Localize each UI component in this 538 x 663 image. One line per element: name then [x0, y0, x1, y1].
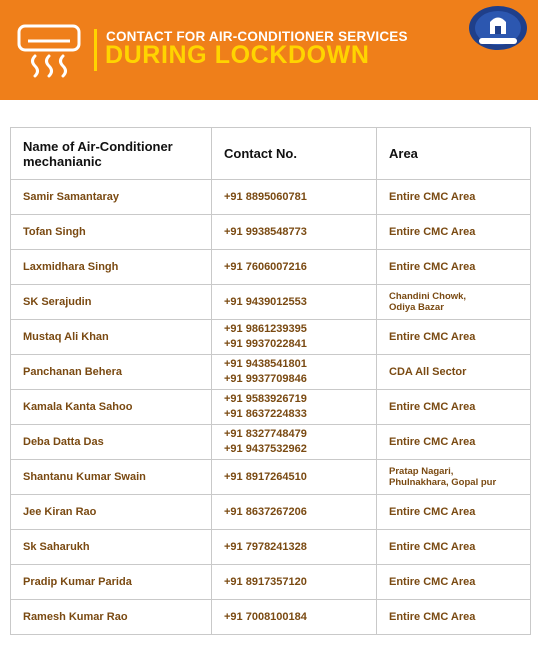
contact-number-cell: [212, 215, 377, 250]
area-cell: [377, 425, 531, 460]
area-cell: [377, 460, 531, 495]
contact-number-cell: [212, 565, 377, 600]
mechanic-name: Mustaq Ali Khan: [11, 320, 212, 355]
contact-number-cell: [212, 425, 377, 460]
contact-number[interactable]: +91 7606007216: [224, 260, 307, 273]
area-cell: [377, 530, 531, 565]
table-row: [11, 495, 531, 530]
header-subtitle: CONTACT FOR AIR-CONDITIONER SERVICES: [106, 29, 408, 44]
table-row: [11, 180, 531, 215]
contact-number-cell: [212, 320, 377, 355]
area-cell: [377, 180, 531, 215]
mechanic-name: Pradip Kumar Parida: [11, 565, 212, 600]
area-text: Entire CMC Area: [389, 330, 476, 343]
area-cell: [377, 600, 531, 635]
mechanic-name: Panchanan Behera: [11, 355, 212, 390]
contact-number-cell: [212, 285, 377, 320]
table-row: [11, 355, 531, 390]
contact-number[interactable]: +91 9438541801: [224, 358, 307, 370]
contact-number-cell: [212, 460, 377, 495]
area-text: Entire CMC Area: [389, 400, 476, 413]
mechanic-name: Kamala Kanta Sahoo: [11, 390, 212, 425]
area-text: Entire CMC Area: [389, 505, 476, 518]
header-name: Name of Air-Conditioner mechanianic: [11, 128, 212, 180]
area-text: Entire CMC Area: [389, 435, 476, 448]
area-text: Chandini Chowk,: [389, 291, 467, 302]
contact-number[interactable]: +91 8327748479: [224, 428, 307, 440]
table-row: [11, 215, 531, 250]
area-cell: [377, 495, 531, 530]
contact-number[interactable]: +91 9437532962: [224, 443, 307, 455]
table-header-row: [11, 128, 531, 180]
table-row: [11, 460, 531, 495]
area-cell: [377, 565, 531, 600]
contact-number[interactable]: +91 9937022841: [224, 338, 307, 350]
contact-number-cell: [212, 180, 377, 215]
contact-number-cell: [212, 250, 377, 285]
contact-number[interactable]: +91 9439012553: [224, 295, 307, 308]
contact-number[interactable]: +91 8895060781: [224, 190, 307, 203]
air-conditioner-icon: [14, 22, 84, 78]
table-row: [11, 530, 531, 565]
area-text: Entire CMC Area: [389, 225, 476, 238]
table-row: [11, 250, 531, 285]
contact-number[interactable]: +91 9937709846: [224, 373, 307, 385]
table-row: [11, 285, 531, 320]
area-cell: [377, 285, 531, 320]
contact-number[interactable]: +91 9938548773: [224, 225, 307, 238]
table-row: [11, 425, 531, 460]
table-row: [11, 320, 531, 355]
contact-number-cell: [212, 495, 377, 530]
contact-number[interactable]: +91 9583926719: [224, 393, 307, 405]
mechanic-name: Sk Saharukh: [11, 530, 212, 565]
contact-number-cell: [212, 530, 377, 565]
area-cell: [377, 390, 531, 425]
contact-number[interactable]: +91 8637267206: [224, 505, 307, 518]
area-text: Entire CMC Area: [389, 190, 476, 203]
area-cell: [377, 320, 531, 355]
contacts-table: [10, 127, 531, 635]
area-text: Odiya Bazar: [389, 302, 444, 313]
area-cell: [377, 355, 531, 390]
contact-number[interactable]: +91 7008100184: [224, 610, 307, 623]
contact-number-cell: [212, 390, 377, 425]
area-text: Pratap Nagari,: [389, 466, 454, 477]
area-text: Entire CMC Area: [389, 540, 476, 553]
contact-number[interactable]: +91 8637224833: [224, 408, 307, 420]
area-text: Entire CMC Area: [389, 260, 476, 273]
area-cell: [377, 250, 531, 285]
mechanic-name: Ramesh Kumar Rao: [11, 600, 212, 635]
mechanic-name: Deba Datta Das: [11, 425, 212, 460]
header-banner: [0, 0, 538, 100]
mechanic-name: SK Serajudin: [11, 285, 212, 320]
area-cell: [377, 215, 531, 250]
area-text: Entire CMC Area: [389, 610, 476, 623]
mechanic-name: Laxmidhara Singh: [11, 250, 212, 285]
mechanic-name: Shantanu Kumar Swain: [11, 460, 212, 495]
area-text: Phulnakhara, Gopal pur: [389, 477, 497, 488]
header-area: Area: [377, 128, 531, 180]
mechanic-name: Tofan Singh: [11, 215, 212, 250]
area-text: CDA All Sector: [389, 365, 467, 378]
contact-number-cell: [212, 355, 377, 390]
contact-number[interactable]: +91 8917357120: [224, 575, 307, 588]
contact-number-cell: [212, 600, 377, 635]
contact-number[interactable]: +91 8917264510: [224, 470, 307, 483]
contact-number[interactable]: +91 7978241328: [224, 540, 307, 553]
header-divider: [94, 29, 97, 71]
table-row: [11, 600, 531, 635]
header-contact: Contact No.: [212, 128, 377, 180]
area-text: Entire CMC Area: [389, 575, 476, 588]
mechanic-name: Samir Samantaray: [11, 180, 212, 215]
municipal-seal-logo: [467, 4, 529, 52]
table-row: [11, 565, 531, 600]
table-row: [11, 390, 531, 425]
contact-number[interactable]: +91 9861239395: [224, 323, 307, 335]
mechanic-name: Jee Kiran Rao: [11, 495, 212, 530]
header-title: DURING LOCKDOWN: [105, 41, 370, 69]
